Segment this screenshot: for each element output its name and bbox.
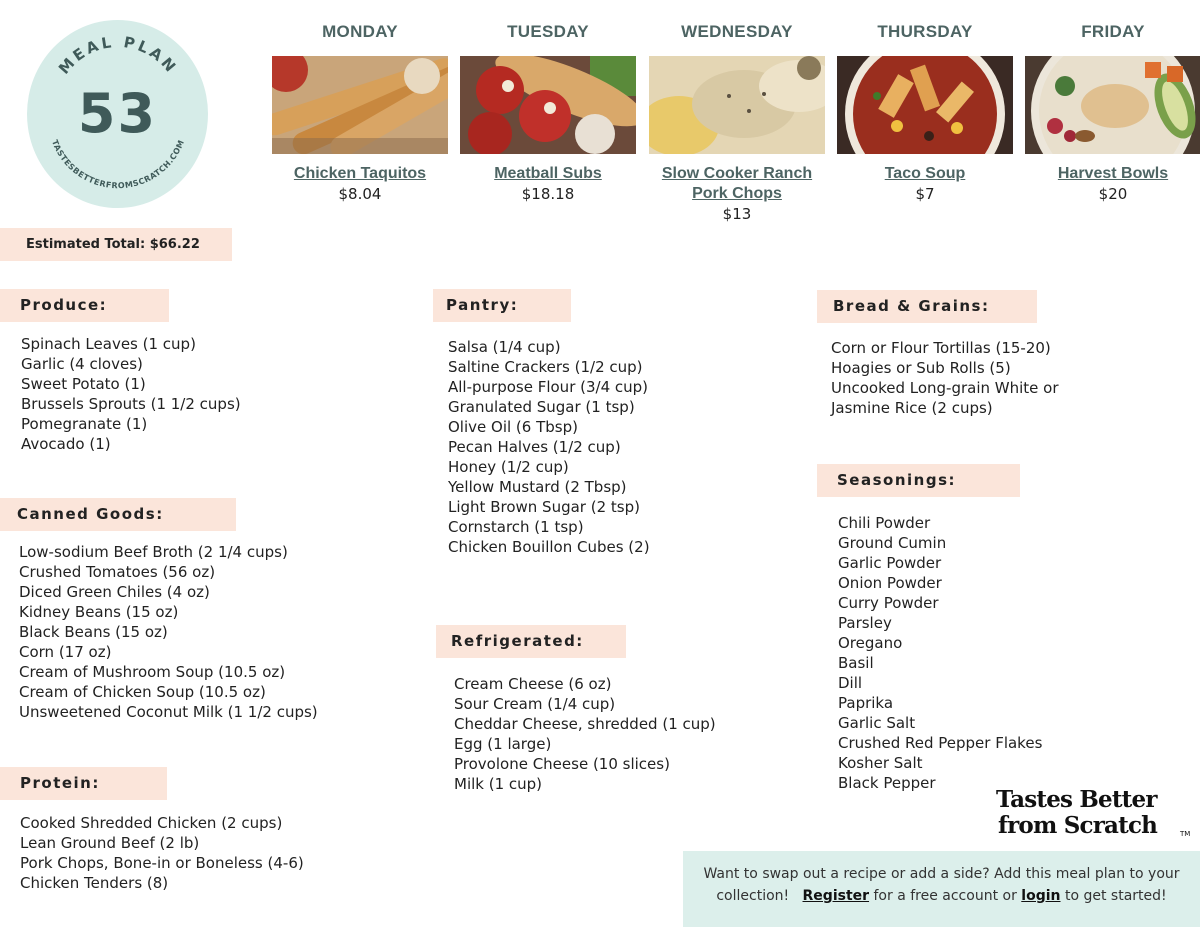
list-item: Cooked Shredded Chicken (2 cups) xyxy=(20,814,283,832)
list-item: Cream of Mushroom Soup (10.5 oz) xyxy=(19,663,286,681)
svg-text:MEAL PLAN xyxy=(55,33,181,78)
recipe-link[interactable]: Harvest Bowls xyxy=(1057,165,1169,182)
list-item: Uncooked Long-grain White or xyxy=(831,379,1059,397)
list-item: Brussels Sprouts (1 1/2 cups) xyxy=(21,395,241,413)
list-item: Light Brown Sugar (2 tsp) xyxy=(448,498,640,516)
list-item: Crushed Red Pepper Flakes xyxy=(838,734,1043,752)
recipe-photo[interactable] xyxy=(460,56,636,154)
estimated-total: Estimated Total: $66.22 xyxy=(0,228,232,261)
cta-line2 xyxy=(683,885,1200,907)
day-name: WEDNESDAY xyxy=(681,22,793,41)
recipe-link-line1[interactable]: Slow Cooker Ranch xyxy=(661,165,813,182)
list-item: Cream of Chicken Soup (10.5 oz) xyxy=(19,683,266,701)
list-item: Spinach Leaves (1 cup) xyxy=(21,335,196,353)
list-item: Onion Powder xyxy=(838,574,942,592)
list-item: Olive Oil (6 Tbsp) xyxy=(448,418,578,436)
list-item: Basil xyxy=(838,654,874,672)
list-item: Garlic (4 cloves) xyxy=(21,355,143,373)
recipe-price: $8.04 xyxy=(338,185,382,203)
recipe-photo[interactable] xyxy=(837,56,1013,154)
recipe-price: $7 xyxy=(915,185,935,203)
badge-title: MEAL PLAN xyxy=(54,33,182,78)
list-item: Oregano xyxy=(838,634,903,652)
list-item: Corn or Flour Tortillas (15-20) xyxy=(831,339,1051,357)
list-item: Pecan Halves (1/2 cup) xyxy=(448,438,621,456)
protein-list xyxy=(20,813,304,893)
list-item: Provolone Cheese (10 slices) xyxy=(454,755,670,773)
list-item: Salsa (1/4 cup) xyxy=(448,338,561,356)
list-item: Cream Cheese (6 oz) xyxy=(454,675,612,693)
cta-line1: Want to swap out a recipe or add a side? Add this meal plan to your xyxy=(703,866,1180,882)
meal-plan-number: 53 xyxy=(77,82,158,145)
list-item: Sour Cream (1/4 cup) xyxy=(454,695,616,713)
list-item: Honey (1/2 cup) xyxy=(448,458,569,476)
list-item: Diced Green Chiles (4 oz) xyxy=(19,583,210,601)
cta-box xyxy=(683,851,1200,927)
list-item: Dill xyxy=(838,674,863,692)
list-item: Black Pepper xyxy=(838,774,936,792)
list-item: Cornstarch (1 tsp) xyxy=(448,518,584,536)
list-item: Lean Ground Beef (2 lb) xyxy=(20,834,200,852)
produce-list xyxy=(21,334,241,454)
list-item: Garlic Salt xyxy=(838,714,916,732)
list-item: Curry Powder xyxy=(838,594,939,612)
svg-text:TASTESBETTERFROMSCRATCH.COM xyxy=(50,138,186,190)
recipe-price: $13 xyxy=(722,205,752,223)
section-header-pantry: Pantry: xyxy=(433,289,571,322)
list-item: All-purpose Flour (3/4 cup) xyxy=(448,378,649,396)
bread-grains-list xyxy=(831,338,1059,418)
canned-goods-list xyxy=(19,542,318,722)
list-item: Chili Powder xyxy=(838,514,931,532)
cta-text: for a free account or xyxy=(873,888,1017,904)
meal-plan-badge xyxy=(27,20,208,208)
section-header-produce: Produce: xyxy=(0,289,169,322)
section-header-bread-grains: Bread & Grains: xyxy=(817,290,1037,323)
recipe-link-line2[interactable]: Pork Chops xyxy=(692,185,782,202)
list-item: Kidney Beans (15 oz) xyxy=(19,603,179,621)
day-name: THURSDAY xyxy=(877,22,973,41)
brand-line2: from Scratch xyxy=(998,812,1158,839)
list-item: Paprika xyxy=(838,694,894,712)
list-item: Hoagies or Sub Rolls (5) xyxy=(831,359,1011,377)
day-name: TUESDAY xyxy=(507,22,589,41)
list-item: Yellow Mustard (2 Tbsp) xyxy=(448,478,627,496)
list-item: Jasmine Rice (2 cups) xyxy=(831,399,993,417)
list-item: Egg (1 large) xyxy=(454,735,552,753)
cta-text: to get started! xyxy=(1064,888,1167,904)
brand-line1: Tastes Better xyxy=(996,786,1157,813)
recipe-price: $20 xyxy=(1098,185,1128,203)
list-item: Chicken Bouillon Cubes (2) xyxy=(448,538,650,556)
list-item: Corn (17 oz) xyxy=(19,643,112,661)
list-item: Garlic Powder xyxy=(838,554,942,572)
recipe-photo[interactable] xyxy=(1025,56,1200,154)
list-item: Sweet Potato (1) xyxy=(21,375,146,393)
day-name: FRIDAY xyxy=(1081,22,1145,41)
recipe-link[interactable]: Taco Soup xyxy=(884,165,966,182)
list-item: Ground Cumin xyxy=(838,534,947,552)
register-link[interactable]: Register xyxy=(802,888,870,904)
login-link[interactable]: login xyxy=(1021,888,1061,904)
recipe-link[interactable]: Chicken Taquitos xyxy=(293,165,427,182)
list-item: Granulated Sugar (1 tsp) xyxy=(448,398,635,416)
list-item: Parsley xyxy=(838,614,892,632)
cta-text: collection! xyxy=(716,888,790,904)
list-item: Kosher Salt xyxy=(838,754,923,772)
section-header-canned-goods: Canned Goods: xyxy=(0,498,236,531)
list-item: Crushed Tomatoes (56 oz) xyxy=(19,563,216,581)
list-item: Cheddar Cheese, shredded (1 cup) xyxy=(454,715,716,733)
section-header-refrigerated: Refrigerated: xyxy=(436,625,626,658)
list-item: Pomegranate (1) xyxy=(21,415,148,433)
list-item: Chicken Tenders (8) xyxy=(20,874,169,892)
brand-logo xyxy=(996,786,1192,846)
recipe-link[interactable]: Meatball Subs xyxy=(494,165,602,182)
list-item: Avocado (1) xyxy=(21,435,111,453)
pantry-list xyxy=(448,337,650,557)
list-item: Unsweetened Coconut Milk (1 1/2 cups) xyxy=(19,703,318,721)
recipe-photo[interactable] xyxy=(649,56,825,154)
section-header-seasonings: Seasonings: xyxy=(817,464,1020,497)
recipe-photo[interactable] xyxy=(272,56,448,154)
list-item: Pork Chops, Bone-in or Boneless (4-6) xyxy=(20,854,304,872)
list-item: Saltine Crackers (1/2 cup) xyxy=(448,358,643,376)
recipe-link[interactable] xyxy=(639,164,835,204)
day-name: MONDAY xyxy=(322,22,398,41)
section-header-protein: Protein: xyxy=(0,767,167,800)
seasonings-list xyxy=(838,513,1042,793)
list-item: Black Beans (15 oz) xyxy=(19,623,168,641)
brand-trademark: TM xyxy=(1180,830,1191,838)
list-item: Low-sodium Beef Broth (2 1/4 cups) xyxy=(19,543,288,561)
refrigerated-list xyxy=(454,674,716,794)
badge-website: TASTESBETTERFROMSCRATCH.COM xyxy=(49,138,187,191)
recipe-price: $18.18 xyxy=(521,185,575,203)
list-item: Milk (1 cup) xyxy=(454,775,543,793)
